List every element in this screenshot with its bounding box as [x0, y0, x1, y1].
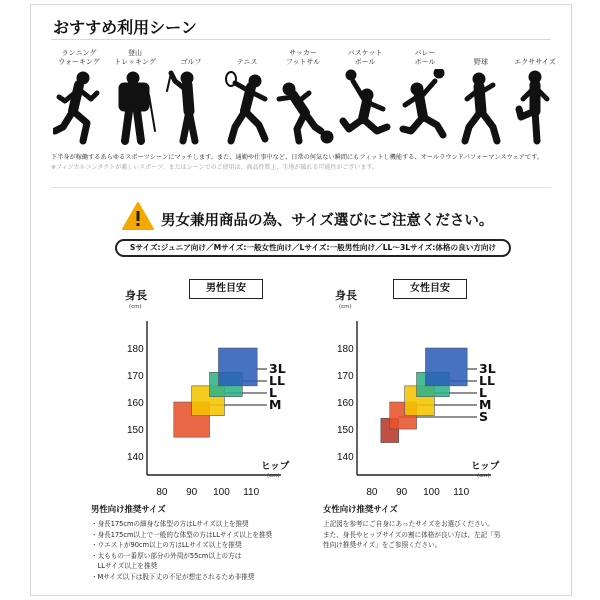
title-divider — [51, 39, 551, 40]
x-tick-label: 80 — [366, 487, 378, 498]
warning-text: 男女兼用商品の為、サイズ選びにご注意ください。 — [161, 213, 494, 229]
x-tick-label: 90 — [186, 487, 198, 498]
sport-label: ランニング ウォーキング — [58, 49, 100, 66]
section-divider — [51, 187, 551, 188]
section-title: おすすめ利用シーン — [53, 18, 197, 37]
size-label-m: M — [269, 397, 282, 412]
sport-trekking — [107, 47, 163, 157]
sport-running — [51, 47, 107, 157]
men-advice-line: ・太ももの一番厚い部分の外周が55cm以上の方は — [91, 551, 242, 560]
women-chart-title: 女性目安 — [393, 279, 467, 299]
product-info-panel — [30, 4, 572, 596]
men-advice-line: LLサイズ以上を推奨 — [91, 562, 158, 570]
size-guide-pill: Sサイズ:ジュニア向け／Mサイズ:一般女性向け／Lサイズ:一般男性向け／LL〜3Lサイズ:体格の良い方向け — [115, 239, 511, 257]
y-axis-unit: (cm) — [339, 304, 352, 310]
women-advice-title: 女性向け推奨サイズ — [323, 504, 398, 514]
sport-label: ゴルフ — [180, 58, 202, 66]
sport-label: バスケット ボール — [347, 49, 383, 66]
men-advice-title: 男性向け推奨サイズ — [91, 504, 166, 514]
x-tick-label: 110 — [453, 487, 470, 498]
sport-exercise — [507, 47, 563, 157]
sport-label: サッカー フットサル — [285, 49, 321, 66]
x-axis-unit: (cm) — [477, 473, 490, 479]
y-axis-label: 身長 — [125, 289, 147, 302]
sport-label: 登山 トレッキング — [114, 49, 156, 66]
x-tick-label: 100 — [213, 487, 230, 498]
sport-volleyball — [397, 47, 453, 157]
women-chart-canvas — [301, 271, 521, 503]
y-axis-label: 身長 — [335, 289, 357, 302]
sport-label: 野球 — [474, 58, 488, 66]
y-tick-label: 150 — [337, 425, 354, 437]
sport-soccer — [275, 47, 331, 157]
soccer-player-icon — [275, 69, 335, 149]
women-size-chart — [301, 271, 521, 503]
y-tick-label: 170 — [337, 371, 354, 383]
usage-description: 下半身が稼働するあらゆるスポーツシーンにマッチします。また、通勤や仕事中など、日常の何気ない瞬間にもフィットし機能する、オールラウンドパフォーマンスウェアです。 — [51, 154, 544, 161]
y-tick-label: 150 — [127, 425, 144, 437]
women-advice-line: 上記図を参考にご自身にあったサイズをお選びください。 — [323, 520, 494, 528]
hiker-icon — [109, 69, 161, 149]
size-label-s: S — [479, 409, 489, 424]
sport-label: バレー ボール — [414, 49, 436, 66]
y-axis-unit: (cm) — [129, 304, 142, 310]
golfer-icon — [165, 69, 217, 149]
size-warning — [121, 201, 501, 235]
size-label-ll: LL — [269, 373, 285, 388]
men-advice — [91, 503, 321, 582]
sport-baseball — [453, 47, 509, 157]
size-label-m: M — [479, 397, 492, 412]
x-axis-label: ヒップ — [261, 461, 290, 472]
tennis-player-icon — [221, 69, 273, 149]
men-advice-line: ・Mサイズ以下は股下丈の不足が想定されるため非推奨 — [91, 572, 255, 581]
women-advice-line: 性向け推奨サイズ」をご参照ください。 — [323, 541, 442, 549]
y-tick-label: 140 — [127, 452, 144, 464]
men-advice-line: ・身長175cm以上で一般的な体型の方はLLサイズ以上を推奨 — [91, 530, 273, 539]
y-tick-label: 180 — [127, 344, 144, 356]
sport-basketball — [337, 47, 393, 157]
usage-note: ※フィジカルコンタクトが激しいスポーツ、またはシーンでのご使用は、商品性質上、生地が破れる可能性がございます。 — [51, 164, 379, 171]
y-tick-label: 160 — [337, 398, 354, 410]
size-label-l: L — [479, 385, 487, 400]
sport-tennis — [219, 47, 275, 157]
warning-icon — [121, 201, 155, 231]
size-label-l: L — [269, 385, 277, 400]
men-advice-line: ・ウエストが90cm以上の方はLLサイズ以上を推奨 — [91, 541, 242, 549]
size-label-3l: 3L — [269, 361, 286, 376]
size-box-3l — [218, 348, 257, 386]
sport-label: エクササイズ — [514, 58, 556, 66]
y-tick-label: 160 — [127, 398, 144, 410]
baseball-player-icon — [455, 69, 507, 149]
y-tick-label: 140 — [337, 452, 354, 464]
women-advice — [323, 503, 553, 551]
x-axis-label: ヒップ — [471, 461, 500, 472]
x-tick-label: 110 — [243, 487, 260, 498]
size-box-3l — [425, 348, 467, 386]
exercise-icon — [509, 69, 561, 149]
men-chart-title: 男性目安 — [189, 279, 263, 299]
runner-icon — [53, 69, 105, 149]
x-tick-label: 90 — [396, 487, 408, 498]
size-label-ll: LL — [479, 373, 495, 388]
basketball-player-icon — [337, 69, 393, 149]
y-tick-label: 170 — [127, 371, 144, 383]
men-advice-line: ・身長175cmの細身な体型の方はLサイズ以上を推奨 — [91, 520, 249, 528]
x-axis-unit: (cm) — [267, 473, 280, 479]
sports-row — [51, 47, 556, 157]
size-label-3l: 3L — [479, 361, 496, 376]
volleyball-player-icon — [397, 69, 453, 149]
men-size-chart — [91, 271, 311, 503]
sport-label: テニス — [236, 58, 258, 66]
women-advice-line: また、身長やヒップサイズの割に体格が良い方は、左記「男 — [323, 530, 501, 539]
x-tick-label: 80 — [156, 487, 168, 498]
x-tick-label: 100 — [423, 487, 440, 498]
sport-golf — [163, 47, 219, 157]
men-chart-canvas — [91, 271, 311, 503]
y-tick-label: 180 — [337, 344, 354, 356]
